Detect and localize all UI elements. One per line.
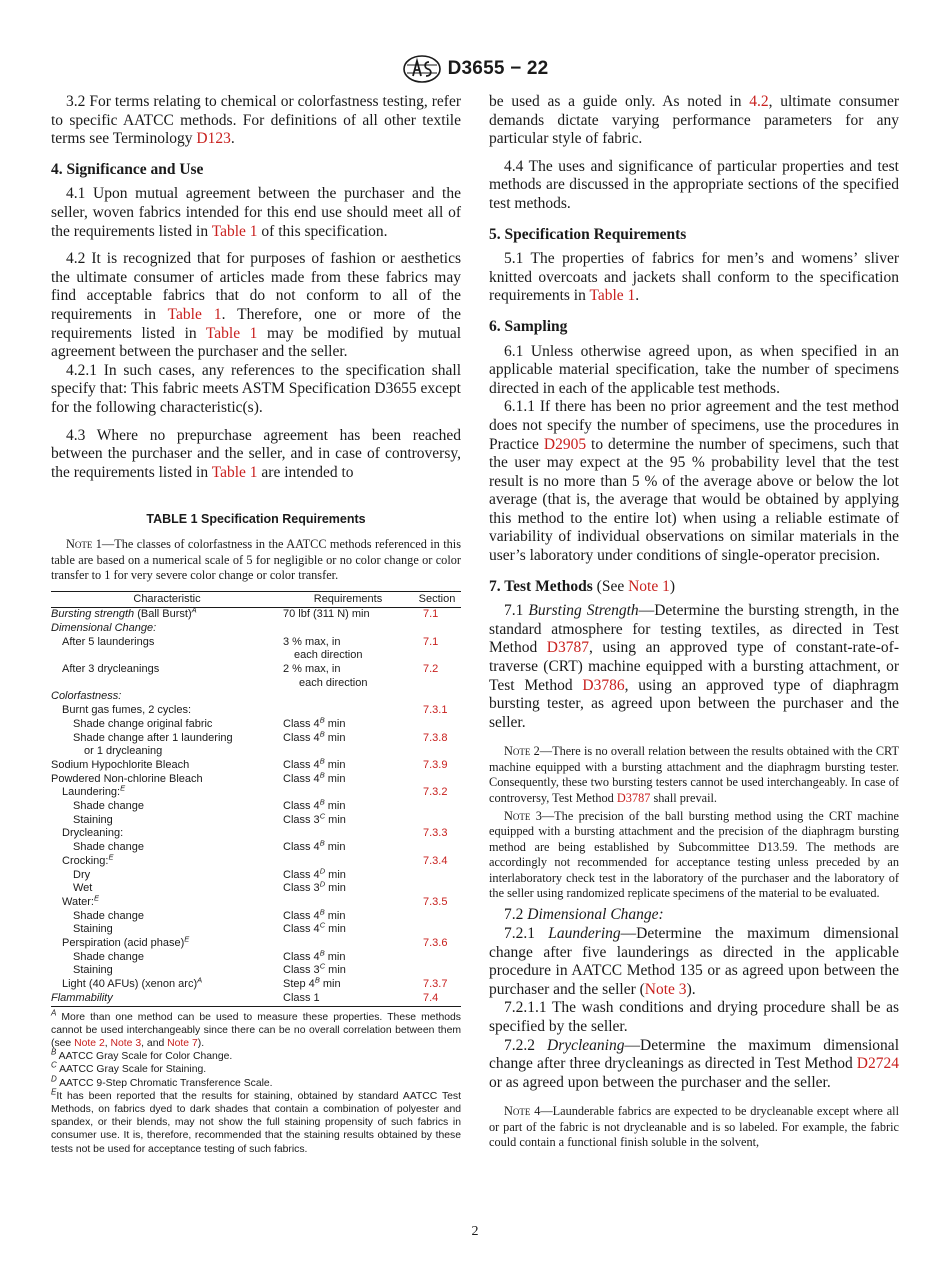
footnote-a: $^A$ More than one method can be used to measure these properties. These methods cannot be used interchangeably since there can be no overall correlation between them (see Note 2, Note 3, and Note 7). <box>51 1008 461 1049</box>
footnote-d: $^D$ AATCC 9-Step Chromatic Transference Scale. <box>51 1074 273 1089</box>
para-7-2-1: 7.2.1 Laundering—Determine the maximum dimensional change after five launderings as directed in the applicable procedure in AATCC Method 135 or as agreed upon between the purchaser and the seller (Note 3). <box>489 925 899 998</box>
para-7-2-2: 7.2.2 Drycleaning—Determine the maximum dimensional change after three drycleanings as directed in Test Method D2724 or as agreed upon between the purchaser and the seller. <box>489 1036 899 1091</box>
table-note-1: Note 1—The classes of colorfastness in the AATCC methods referenced in this table are based on a numerical scale of 5 for negligible or no color change or color transfer to 1 for very severe color change or color transfer. <box>51 537 461 583</box>
note-4: Note 4—Launderable fabrics are expected to be drycleanable except where all or part of the fabric is not drycleanable and is so labeled. For example, the fabric could contain a functional finish soluble in the solvent, <box>489 1104 899 1150</box>
link-note-3[interactable]: Note 3 <box>644 980 687 998</box>
footnote-e: $^E$It has been reported that the results for staining, obtained by standard AATCC Test Methods, on fabrics dyed to dark shades that contain a combination of polyester and spandex, or their blends, may not show the full staining propensity of such fabrics in consumer use. It is, therefore, recommended that the staining results obtained by these tests not be used for acceptance testing of such fabrics. <box>51 1087 461 1155</box>
table-row: Powdered Non-chlorine Bleach Class $4^B$ min <box>51 769 346 785</box>
link-section-7-3-3[interactable]: 7.3.3 <box>423 827 448 840</box>
para-4-3: 4.3 Where no prepurchase agreement has been reached between the purchaser and the seller, and in case of controversy, the requirements listed in Table 1 are intended to <box>51 426 461 481</box>
link-section-7-3-2[interactable]: 7.3.2 <box>423 786 448 799</box>
link-d2905[interactable]: D2905 <box>543 435 587 453</box>
link-d3787[interactable]: D3787 <box>616 790 651 805</box>
para-6-1-1: 6.1.1 If there has been no prior agreement and the test method does not specify the number of specimens, use the procedures in Practice D2905 to determine the number of specimens, such that the user may expect at the 95 % probability level that the test result is no more than 5 % of the average above or below the lot average (that is, the average that would be obtained by applying this method to the entire lot) when using a reliable estimate of variability of individual observations on similar materials in the user’s laboratory under conditions of single-operator precision. <box>489 398 899 565</box>
table-row: Dry Class $4^D$ min <box>73 865 346 881</box>
para-5-1: 5.1 The properties of fabrics for men’s and womens’ sliver knitted overcoats and jackets shall conform to the specification requirements in Table 1. <box>489 250 899 305</box>
table-row: Shade change Class $4^B$ min <box>73 838 346 854</box>
table-row: Dimensional Change: <box>51 621 157 634</box>
link-section-7-3-8[interactable]: 7.3.8 <box>423 731 448 744</box>
link-d3786[interactable]: D3786 <box>582 676 625 694</box>
link-table-1[interactable]: Table 1 <box>205 324 258 342</box>
link-note-2[interactable]: Note 2 <box>74 1038 105 1049</box>
table-row: Perspiration (acid phase)$^E$ 7.3.6 <box>62 934 448 950</box>
link-d123[interactable]: D123 <box>196 130 231 148</box>
table-row: Bursting strength (Ball Burst)$^A$ 70 lbf (311 N) min 7.1 <box>51 605 439 621</box>
link-section-7-1[interactable]: 7.1 <box>423 635 439 648</box>
page-number: 2 <box>471 1224 479 1239</box>
column-header-section: Section <box>413 591 461 608</box>
link-section-4-2[interactable]: 4.2 <box>749 93 769 110</box>
para-4-4: 4.4 The uses and significance of particular properties and test methods are discussed in the appropriate sections of the specified test methods. <box>489 157 899 212</box>
specification-table <box>51 591 461 1007</box>
link-table-1[interactable]: Table 1 <box>167 305 222 323</box>
para-6-1: 6.1 Unless otherwise agreed upon, as when specified in an applicable material specification, take the number of specimens directed in each of the applicable test methods. <box>489 342 899 397</box>
para-4-3-continued: be used as a guide only. As noted in 4.2, ultimate consumer demands dictate varying performance parameters for any particular style of fabric. <box>489 93 899 148</box>
link-section-7-3-1[interactable]: 7.3.1 <box>423 704 448 717</box>
para-7-2-1-1: 7.2.1.1 The wash conditions and drying procedure shall be as specified by the seller. <box>489 999 899 1036</box>
para-7-2: 7.2 Dimensional Change: <box>504 906 664 924</box>
table-row: Shade change Class $4^B$ min <box>73 907 346 922</box>
table-row: Sodium Hypochlorite Bleach Class $4^B$ min 7.3.9 <box>51 756 448 771</box>
column-header-characteristic: Characteristic <box>51 591 283 608</box>
link-section-7-3-4[interactable]: 7.3.4 <box>423 854 448 867</box>
footnote-c: $^C$ AATCC Gray Scale for Staining. <box>51 1060 207 1076</box>
table-row: Wet Class $3^D$ min <box>73 879 346 895</box>
column-header-requirements: Requirements <box>283 591 413 608</box>
link-d2724[interactable]: D2724 <box>856 1055 899 1073</box>
table-row: After 3 drycleanings 2 % max, in each direction 7.2 <box>62 663 439 689</box>
left-column <box>51 93 461 1156</box>
para-4-1: 4.1 Upon mutual agreement between the purchaser and the seller, woven fabrics intended for this end use should meet all of the requirements listed in Table 1 of this specification. <box>51 185 461 240</box>
link-section-7-3-5[interactable]: 7.3.5 <box>423 895 448 908</box>
section-6-title: 6. Sampling <box>489 317 568 335</box>
table-row: Colorfastness: <box>51 690 122 703</box>
link-section-7-2[interactable]: 7.2 <box>423 663 439 676</box>
link-section-7-3-7[interactable]: 7.3.7 <box>423 978 448 991</box>
table-header-row <box>51 591 461 608</box>
table-row: Light (40 AFUs) (xenon arc)$^A$ Step $4^B$ min 7.3.7 <box>62 975 448 991</box>
note-3: Note 3—The precision of the ball bursting method using the CRT machine equipped with a bursting attachment and the precision of the diaphragm bursting method are being established by Subcommittee D13.59. The methods are accordingly not recommended for acceptance testing unless preceded by an interlaboratory check test in the laboratory of the purchaser and the laboratory of the seller using randomized replicate specimens of the material to be evaluated. <box>489 809 899 901</box>
right-column <box>489 93 899 1151</box>
table-row: Drycleaning: 7.3.3 <box>62 827 448 840</box>
link-table-1[interactable]: Table 1 <box>211 463 258 481</box>
para-3-2: 3.2 For terms relating to chemical or colorfastness testing, refer to specific AATCC methods. For definitions of all other textile terms see Terminology D123. <box>51 93 461 148</box>
link-note-3[interactable]: Note 3 <box>110 1038 142 1049</box>
table-row: Laundering:$^E$ 7.3.2 <box>62 783 448 799</box>
table-row: Flammability Class 1 7.4 <box>51 992 461 1006</box>
document-id: D3655 − 22 <box>447 58 549 79</box>
table-row: Burnt gas fumes, 2 cycles: 7.3.1 <box>62 704 448 717</box>
table-row: Staining Class $3^C$ min <box>73 811 346 826</box>
para-4-2-1: 4.2.1 In such cases, any references to the specification shall specify that: This fabric meets ASTM Specification D3655 except for the following characteristic(s). <box>51 361 461 416</box>
link-section-7-1[interactable]: 7.1 <box>423 608 439 621</box>
para-7-1: 7.1 Bursting Strength—Determine the bursting strength, in the standard atmosphere for testing textiles, as directed in Test Method D3787, using an approved type of constant-rate-of-traverse (CRT) machine equipped with a bursting attachment, or Test Method D3786, using an approved type of diaphragm bursting tester, as agreed upon between the purchaser and the seller. <box>489 602 900 731</box>
section-7-title: 7. Test Methods (See Note 1) <box>489 577 676 595</box>
link-note-1[interactable]: Note 1 <box>628 577 670 595</box>
link-table-1[interactable]: Table 1 <box>211 222 258 240</box>
link-section-7-3-6[interactable]: 7.3.6 <box>423 937 448 950</box>
note-2: Note 2—There is no overall relation between the results obtained with the CRT machine equipped with a bursting attachment and the diaphragm bursting tester. Consequently, these two bursting testers cannot be used interchangeably. In case of controversy, Test Method D3787 shall prevail. <box>489 744 899 805</box>
table-row: After 5 launderings 3 % max, in each direction 7.1 <box>62 635 439 662</box>
link-section-7-3-9[interactable]: 7.3.9 <box>423 758 448 771</box>
link-section-7-4[interactable]: 7.4 <box>423 991 439 1004</box>
link-note-7[interactable]: Note 7 <box>167 1038 198 1049</box>
section-5-title: 5. Specification Requirements <box>489 225 687 243</box>
table-row: Shade change original fabric Class $4^B$ min <box>73 715 346 730</box>
table-row: Shade change Class $4^B$ min <box>73 948 346 963</box>
table-row: Shade change Class $4^B$ min <box>73 797 346 813</box>
table-1-title: TABLE 1 Specification Requirements <box>146 512 366 527</box>
footnote-b: $^B$ AATCC Gray Scale for Color Change. <box>51 1047 233 1063</box>
astm-logo-icon <box>402 54 442 84</box>
table-row: Crocking:$^E$ 7.3.4 <box>62 852 448 867</box>
para-4-2: 4.2 It is recognized that for purposes of fashion or aesthetics the ultimate consumer of articles made from these fabrics may find acceptable fabrics that do not conform to all of the requirements in Table 1. Therefore, one or more of the requirements listed in Table 1 may be modified by mutual agreement between the purchaser and the seller. <box>51 250 462 361</box>
table-row: Shade change after 1 laundering or 1 drycleaning Class $4^B$ min 7.3.8 <box>73 728 448 758</box>
link-table-1[interactable]: Table 1 <box>589 287 636 305</box>
table-row: Staining Class $4^C$ min <box>73 920 346 936</box>
page-header <box>0 54 950 84</box>
table-row: Water:$^E$ 7.3.5 <box>62 893 448 908</box>
table-footnotes <box>51 1008 461 1156</box>
section-4-title: 4. Significance and Use <box>51 160 204 178</box>
table-row: Staining Class $3^C$ min <box>73 961 346 977</box>
link-d3787[interactable]: D3787 <box>546 639 589 657</box>
